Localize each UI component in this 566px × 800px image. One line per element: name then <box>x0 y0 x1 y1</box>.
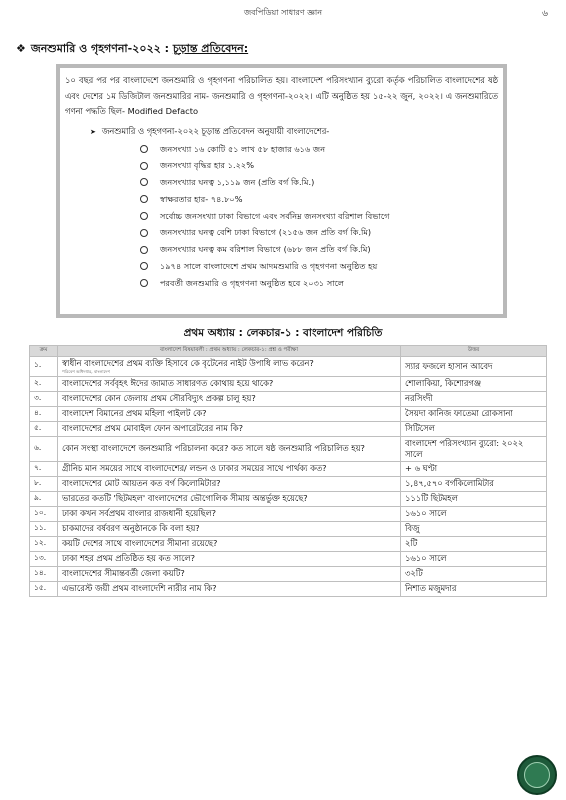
census-fact-item <box>140 191 503 208</box>
circle-bullet-icon <box>140 212 148 220</box>
census-fact-text: সর্বোচ্চ জনসংখ্যা ঢাকা বিভাগে এবং সর্বনিম্ন জনসংখ্যা বরিশাল বিভাগে <box>160 210 390 221</box>
page-number: ৬ <box>542 9 548 19</box>
row-serial: ১৪. <box>30 566 58 581</box>
table-row <box>30 476 547 491</box>
census-fact-item <box>140 174 503 191</box>
census-fact-item <box>140 258 503 275</box>
row-answer: ১৬১০ সালে <box>401 506 547 521</box>
census-fact-item <box>140 141 503 158</box>
table-row <box>30 521 547 536</box>
chapter-heading: প্রথম অধ্যায় : লেকচার-১ : বাংলাদেশ পরিচিতি <box>183 327 383 339</box>
circle-bullet-icon <box>140 246 148 254</box>
row-answer: স্যার ফজলে হাসান আবেদ <box>401 357 547 377</box>
row-question-cell <box>58 551 401 566</box>
row-serial: ৫. <box>30 421 58 436</box>
table-row <box>30 421 547 436</box>
table-row <box>30 376 547 391</box>
table-row <box>30 581 547 596</box>
census-fact-item <box>140 157 503 174</box>
census-fact-text: জনসংখ্যা ১৬ কোটি ৫১ লাখ ৫৮ হাজার ৬১৬ জন <box>160 143 326 154</box>
arrow-icon: ➤ <box>90 127 96 136</box>
circle-bullet-icon <box>140 262 148 270</box>
row-answer: নরসিংদী <box>401 391 547 406</box>
row-question: ঢাকা শহর প্রথম প্রতিষ্ঠিত হয় কত সালে? <box>62 553 196 563</box>
col-header-question: বাংলাদেশ বিষয়াবলী : প্রথম অধ্যায় : লেকচার-১: প্রশ্ন ও পরীক্ষা <box>58 346 401 357</box>
table-row <box>30 461 547 476</box>
row-source-note: পরিবেশ অধিদপ্তর, বাংলাদেশ <box>62 369 110 374</box>
row-serial: ১০. <box>30 506 58 521</box>
row-answer: বাংলাদেশ পরিসংখ্যান ব্যুরো: ২০২২ সালে <box>401 436 547 461</box>
diamond-bullet-icon: ❖ <box>16 42 26 55</box>
row-question-cell <box>58 536 401 551</box>
census-facts-list <box>60 141 503 292</box>
section-heading-text: জনশুমারি ও গৃহগণনা-২০২২ : <box>30 42 173 55</box>
row-question: বাংলাদেশের সীমান্তবর্তী জেলা কয়টি? <box>62 568 185 578</box>
table-row <box>30 566 547 581</box>
table-header-row <box>30 346 547 357</box>
row-question: ভারতের কতটি 'ছিটমহল' বাংলাদেশের ভৌগোলিক সীমায় অন্তর্ভুক্ত হয়েছে? <box>62 493 308 503</box>
row-question-cell <box>58 491 401 506</box>
row-answer: ১৬১০ সালে <box>401 551 547 566</box>
qa-table <box>29 345 547 597</box>
row-question: বাংলাদেশ বিমানের প্রথম মহিলা পাইলট কে? <box>62 408 207 418</box>
census-fact-text: পরবর্তী জনশুমারি ও গৃহগণনা অনুষ্ঠিত হবে ২০৩১ সালে <box>160 277 345 288</box>
row-answer: শোলাকিয়া, কিশোরগঞ্জ <box>401 376 547 391</box>
row-question-cell <box>58 421 401 436</box>
logo-emblem <box>524 762 550 788</box>
row-serial: ৪. <box>30 406 58 421</box>
row-answer: বিজু <box>401 521 547 536</box>
circle-bullet-icon <box>140 178 148 186</box>
table-row <box>30 357 547 377</box>
row-question-cell <box>58 436 401 461</box>
circle-bullet-icon <box>140 162 148 170</box>
row-question-cell <box>58 566 401 581</box>
row-answer: ২টি <box>401 536 547 551</box>
census-fact-text: স্বাক্ষরতার হার- ৭৪.৮০% <box>160 193 243 204</box>
row-answer: ১,৪৭,৫৭০ বর্গকিলোমিটার <box>401 476 547 491</box>
census-info-box <box>56 64 507 318</box>
census-fact-item <box>140 224 503 241</box>
census-fact-item <box>140 275 503 292</box>
col-header-serial: ক্রম <box>30 346 58 357</box>
row-serial: ১. <box>30 357 58 377</box>
table-row <box>30 436 547 461</box>
census-subheading-text: জনশুমারি ও গৃহগণনা-২০২২ চূড়ান্ত প্রতিবেদন অনুযায়ী বাংলাদেশের- <box>101 125 330 136</box>
census-fact-item <box>140 208 503 225</box>
row-serial: ৭. <box>30 461 58 476</box>
table-row <box>30 406 547 421</box>
row-question-cell <box>58 461 401 476</box>
table-row <box>30 491 547 506</box>
row-question-cell <box>58 476 401 491</box>
table-row <box>30 506 547 521</box>
table-row <box>30 536 547 551</box>
table-row <box>30 551 547 566</box>
row-serial: ৯. <box>30 491 58 506</box>
row-serial: ৮. <box>30 476 58 491</box>
row-serial: ৬. <box>30 436 58 461</box>
row-question-cell <box>58 406 401 421</box>
section-heading-underlined: চূড়ান্ত প্রতিবেদন: <box>172 42 249 55</box>
row-question: এভারেস্ট জয়ী প্রথম বাংলাদেশি নারীর নাম কি? <box>62 583 217 593</box>
circle-bullet-icon <box>140 145 148 153</box>
row-question: বাংলাদেশের কোন জেলায় প্রথম সৌরবিদ্যুৎ প্রকল্প চালু হয়? <box>62 393 256 403</box>
row-serial: ১৫. <box>30 581 58 596</box>
row-question-cell <box>58 391 401 406</box>
row-answer: ৩২টি <box>401 566 547 581</box>
running-header: জবপিডিয়া সাধারণ জ্ঞান <box>243 8 323 17</box>
row-answer: সৈয়দা কানিজ ফাতেমা রোকসানা <box>401 406 547 421</box>
row-question-cell <box>58 357 401 377</box>
table-row <box>30 391 547 406</box>
row-question: চাকমাদের বর্ষবরণ অনুষ্ঠানকে কি বলা হয়? <box>62 523 200 533</box>
census-fact-text: জনসংখ্যার ঘনত্ব ১,১১৯ জন (প্রতি বর্গ কি.মি.) <box>160 177 315 188</box>
census-fact-item <box>140 241 503 258</box>
qa-table-body <box>30 357 547 597</box>
row-question: ঢাকা কখন সর্বপ্রথম বাংলার রাজধানী হয়েছিল? <box>62 508 217 518</box>
row-answer: সিটিসেল <box>401 421 547 436</box>
row-answer: + ৬ ঘণ্টা <box>401 461 547 476</box>
row-question: স্বাধীন বাংলাদেশের প্রথম ব্যক্তি হিসাবে কে বৃটেনের নাইট উপাধি লাভ করেন? <box>62 358 314 368</box>
row-serial: ১৩. <box>30 551 58 566</box>
row-question: গ্রীনিচ মান সময়ের সাথে বাংলাদেশের/ লন্ডন ও ঢাকার সময়ের সাথে পার্থক্য কত? <box>62 463 327 473</box>
row-question: কয়টি দেশের সাথে বাংলাদেশের সীমানা রয়েছে? <box>62 538 218 548</box>
census-fact-text: জনসংখ্যার ঘনত্ব কম বরিশাল বিভাগে (৬৮৮ জন প্রতি বর্গ কি.মি) <box>160 244 371 255</box>
row-question-cell <box>58 521 401 536</box>
census-intro-paragraph: ১০ বছর পর পর বাংলাদেশে জনশুমারি ও গৃহগণনা পরিচালিত হয়। বাংলাদেশ পরিসংখ্যান ব্যুরো কর্তৃক পরিচালিত বাংলাদেশের ষষ্ঠ এবং দেশের ১ম ডিজিটাল জনশুমারির নাম- জনশুমারি ও গৃহগণনা-২০২২। এটি অনুষ্ঠিত হয় ১৫-২২ জুন, ২০২২। এ জনশুমারিতে গণনা পদ্ধতি ছিল- Modified Defacto <box>65 75 498 116</box>
circle-bullet-icon <box>140 195 148 203</box>
col-header-answer: উত্তর <box>401 346 547 357</box>
census-fact-text: ১৯৭৪ সালে বাংলাদেশে প্রথম আদমশুমারি ও গৃহগণনা অনুষ্ঠিত হয় <box>160 261 378 272</box>
jobpedia-logo <box>517 755 557 795</box>
row-question: বাংলাদেশের সর্ববৃহৎ ঈদের জামাত সাধারণত কোথায় হয়ে থাকে? <box>62 378 274 388</box>
row-question: বাংলাদেশের প্রথম মোবাইল ফোন অপারেটরের নাম কি? <box>62 423 244 433</box>
row-serial: ২. <box>30 376 58 391</box>
circle-bullet-icon <box>140 279 148 287</box>
row-serial: ১২. <box>30 536 58 551</box>
row-serial: ৩. <box>30 391 58 406</box>
row-answer: নিশাত মজুমদার <box>401 581 547 596</box>
row-question: বাংলাদেশের মোট আয়তন কত বর্গ কিলোমিটার? <box>62 478 221 488</box>
row-question-cell <box>58 506 401 521</box>
row-answer: ১১১টি ছিটমহল <box>401 491 547 506</box>
row-question-cell <box>58 581 401 596</box>
row-serial: ১১. <box>30 521 58 536</box>
census-fact-text: জনসংখ্যা বৃদ্ধির হার ১.২২% <box>160 160 255 171</box>
row-question: কোন সংস্থা বাংলাদেশে জনশুমারি পরিচালনা করে? কত সালে ষষ্ঠ জনশুমারি পরিচালিত হয়? <box>62 443 365 453</box>
row-question-cell <box>58 376 401 391</box>
section-heading <box>16 40 248 59</box>
census-subheading <box>90 125 503 139</box>
circle-bullet-icon <box>140 229 148 237</box>
census-fact-text: জনসংখ্যার ঘনত্ব বেশি ঢাকা বিভাগে (২১৫৬ জন প্রতি বর্গ কি.মি) <box>160 227 372 238</box>
